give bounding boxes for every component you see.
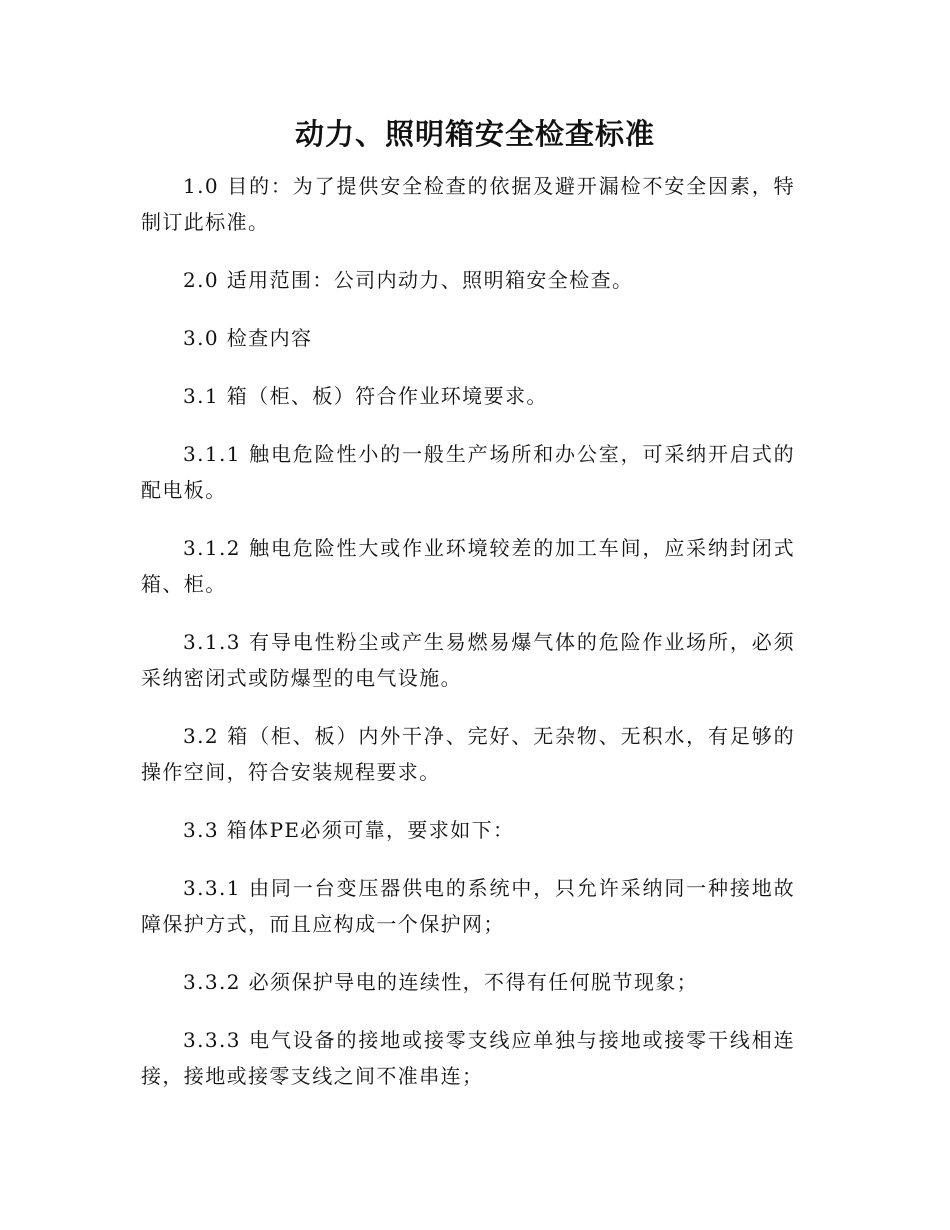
paragraph-3-2: 3.2 箱（柜、板）内外干净、完好、无杂物、无积水，有足够的操作空间，符合安装规程要求。	[141, 724, 795, 784]
paragraph-inspection-content: 3.0 检查内容	[183, 326, 313, 350]
paragraph-3-3-2: 3.3.2 必须保护导电的连续性，不得有任何脱节现象；	[183, 970, 699, 994]
document-body	[141, 168, 795, 1116]
paragraph-3-1-2: 3.1.2 触电危险性大或作业环境较差的加工车间，应采纳封闭式箱、柜。	[141, 536, 795, 596]
paragraph-3-3-1: 3.3.1 由同一台变压器供电的系统中，只允许采纳同一种接地故障保护方式，而且应构成一个保护网；	[141, 876, 795, 936]
paragraph-3-1-1: 3.1.1 触电危险性小的一般生产场所和办公室，可采纳开启式的配电板。	[141, 442, 795, 502]
paragraph-3-3: 3.3 箱体PE必须可靠，要求如下：	[183, 818, 515, 842]
paragraph-scope: 2.0 适用范围：公司内动力、照明箱安全检查。	[183, 268, 634, 292]
paragraph-3-3-3: 3.3.3 电气设备的接地或接零支线应单独与接地或接零干线相连接，接地或接零支线之间不准串连；	[141, 1028, 795, 1088]
paragraph-purpose: 1.0 目的：为了提供安全检查的依据及避开漏检不安全因素，特制订此标准。	[141, 174, 795, 234]
paragraph-3-1-3: 3.1.3 有导电性粉尘或产生易燃易爆气体的危险作业场所，必须采纳密闭式或防爆型的电气设施。	[141, 630, 795, 690]
paragraph-3-1: 3.1 箱（柜、板）符合作业环境要求。	[183, 384, 548, 408]
document-title: 动力、照明箱安全检查标准	[294, 117, 655, 151]
